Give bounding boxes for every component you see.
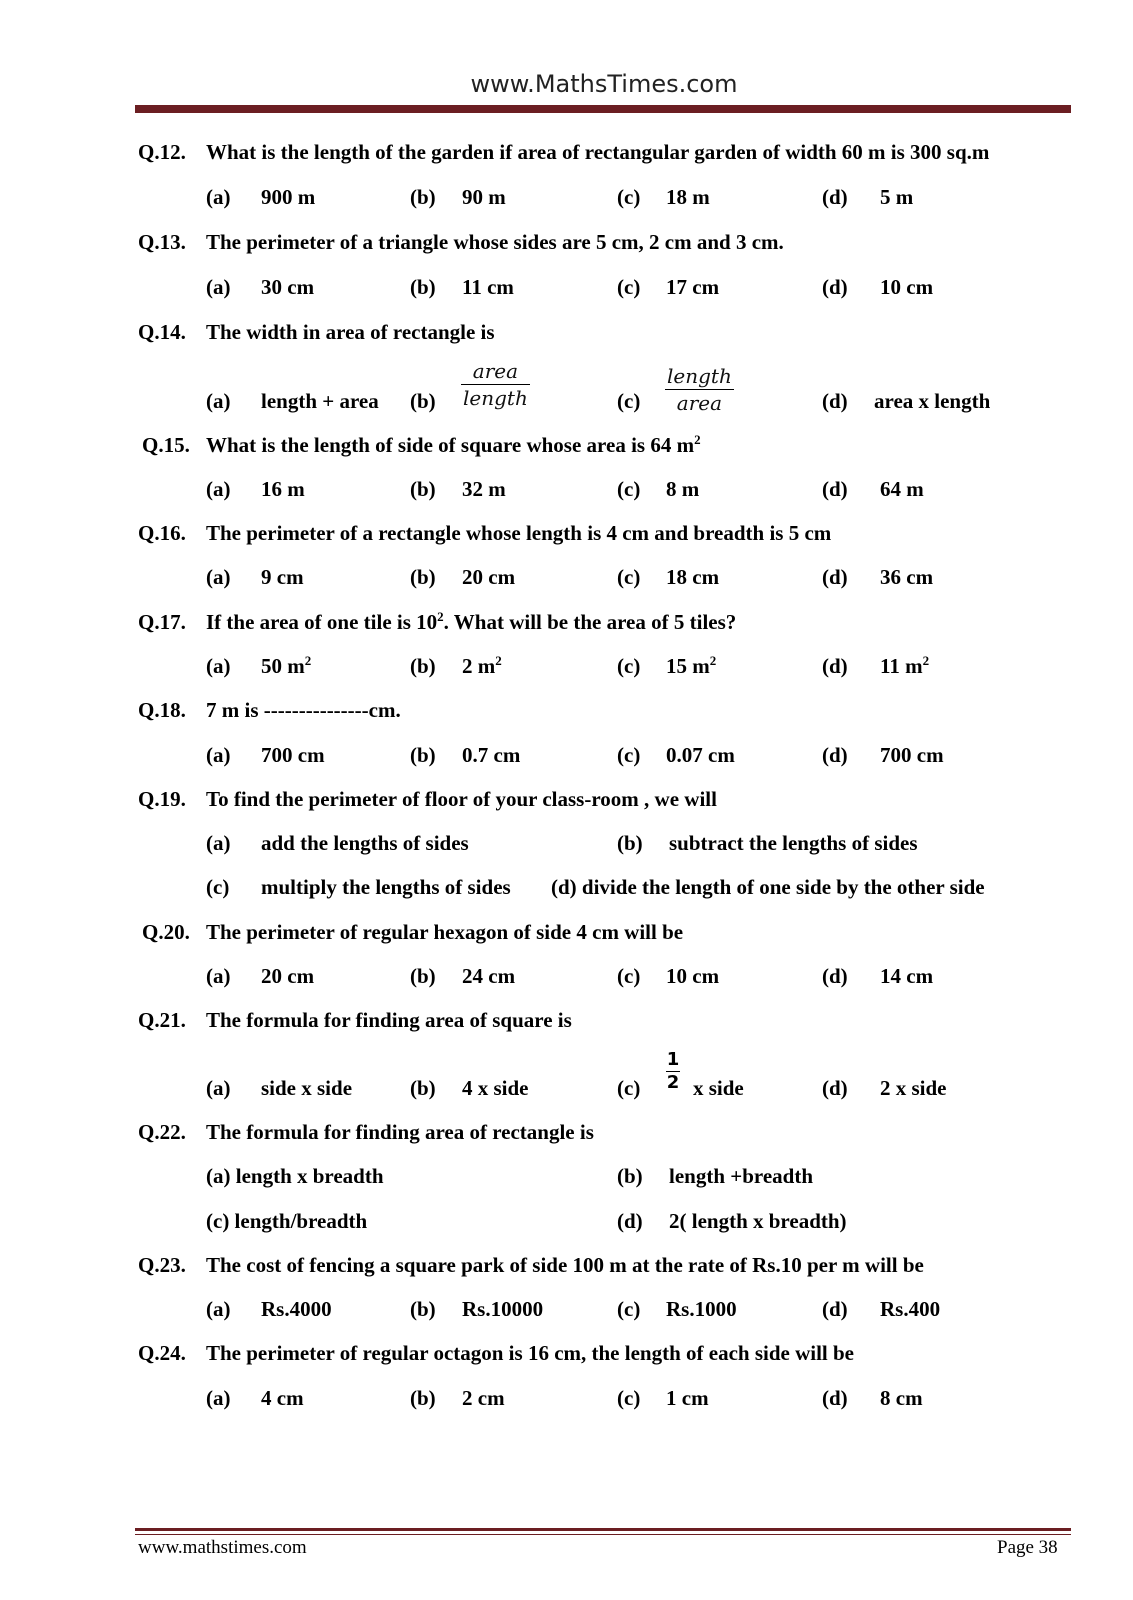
option-text: length +breadth bbox=[669, 1164, 814, 1188]
option-label: (c) bbox=[617, 964, 641, 988]
question-text: The width in area of rectangle is bbox=[206, 320, 495, 344]
fraction-denominator: length bbox=[463, 386, 528, 410]
option-text: 20 cm bbox=[261, 964, 315, 988]
question-text: The perimeter of regular octagon is 16 cm, the length of each side will be bbox=[206, 1341, 854, 1365]
option-label: (a) bbox=[206, 964, 231, 988]
option-text: multiply the lengths of sides bbox=[261, 875, 511, 899]
option-text: 24 cm bbox=[462, 964, 516, 988]
option-label: (d) bbox=[617, 1209, 643, 1233]
option-label: (c) bbox=[617, 275, 641, 299]
question-text: The cost of fencing a square park of side 100 m at the rate of Rs.10 per m will be bbox=[206, 1253, 924, 1277]
option-text: area x length bbox=[874, 389, 991, 413]
option-label: (a) bbox=[206, 389, 231, 413]
option-label: (c) bbox=[617, 1386, 641, 1410]
question-number: Q.14. bbox=[138, 320, 186, 344]
option-text: side x side bbox=[261, 1076, 353, 1100]
option-label: (b) bbox=[617, 831, 643, 855]
option-text: (c) length/breadth bbox=[206, 1209, 368, 1233]
question-number: Q.12. bbox=[138, 140, 186, 164]
option-label: (d) bbox=[822, 565, 848, 589]
option-text: 18 cm bbox=[666, 565, 720, 589]
option-text: 64 m bbox=[880, 477, 924, 501]
option-text: 9 cm bbox=[261, 565, 304, 589]
superscript: 2 bbox=[709, 653, 717, 668]
option-text: 30 cm bbox=[261, 275, 315, 299]
option-label: (d) bbox=[822, 654, 848, 678]
option-label: (d) bbox=[822, 1297, 848, 1321]
option-text bbox=[666, 654, 716, 679]
option-label: (a) bbox=[206, 654, 231, 678]
option-text: 1 cm bbox=[666, 1386, 709, 1410]
option-label: (b) bbox=[410, 1076, 436, 1100]
question-text: The formula for finding area of square is bbox=[206, 1008, 572, 1032]
option-label: (a) bbox=[206, 1297, 231, 1321]
option-value: 2 m bbox=[462, 654, 496, 678]
question-text: The perimeter of regular hexagon of side 4 cm will be bbox=[206, 920, 684, 944]
option-label: (d) bbox=[822, 1076, 848, 1100]
superscript: 2 bbox=[694, 432, 701, 447]
option-label: (b) bbox=[410, 565, 436, 589]
question-number: Q.17. bbox=[138, 610, 186, 634]
option-text: Rs.1000 bbox=[666, 1297, 737, 1321]
option-label: (a) bbox=[206, 831, 231, 855]
option-label: (c) bbox=[617, 654, 641, 678]
option-text bbox=[261, 654, 311, 679]
option-text: 0.7 cm bbox=[462, 743, 521, 767]
footer-rule-thin bbox=[135, 1534, 1071, 1535]
option-text: 36 cm bbox=[880, 565, 934, 589]
option-label: (c) bbox=[617, 185, 641, 209]
option-label: (c) bbox=[206, 875, 230, 899]
fraction-length-over-area bbox=[665, 363, 734, 416]
option-text: x side bbox=[693, 1076, 744, 1100]
option-label: (c) bbox=[617, 565, 641, 589]
option-text: 17 cm bbox=[666, 275, 720, 299]
option-text: 700 cm bbox=[880, 743, 944, 767]
option-value: 15 m bbox=[666, 654, 710, 678]
option-label: (a) bbox=[206, 565, 231, 589]
option-text: (a) length x breadth bbox=[206, 1164, 384, 1188]
question-text: 7 m is ---------------cm. bbox=[206, 698, 401, 722]
option-label: (b) bbox=[410, 743, 436, 767]
question-number: Q.13. bbox=[138, 230, 186, 254]
question-text: What is the length of the garden if area of rectangular garden of width 60 m is 300 sq.m bbox=[206, 140, 990, 164]
fraction-denominator: 2 bbox=[666, 1072, 680, 1093]
option-label: (d) bbox=[822, 275, 848, 299]
page-number: Page 38 bbox=[997, 1537, 1058, 1558]
header-site: www.MathsTimes.com bbox=[470, 70, 738, 98]
option-text: subtract the lengths of sides bbox=[669, 831, 918, 855]
option-label: (b) bbox=[410, 477, 436, 501]
option-text: 8 cm bbox=[880, 1386, 923, 1410]
option-text: 4 cm bbox=[261, 1386, 304, 1410]
option-text: 90 m bbox=[462, 185, 506, 209]
superscript: 2 bbox=[922, 653, 930, 668]
option-text: 700 cm bbox=[261, 743, 325, 767]
question-text-rest: . What will be the area of 5 tiles? bbox=[443, 610, 737, 634]
question-text: The perimeter of a rectangle whose length is 4 cm and breadth is 5 cm bbox=[206, 521, 832, 545]
fraction-one-half bbox=[666, 1049, 680, 1094]
question-number: Q.22. bbox=[138, 1120, 186, 1144]
option-text: 2( length x breadth) bbox=[669, 1209, 847, 1233]
question-number: Q.24. bbox=[138, 1341, 186, 1365]
option-label: (c) bbox=[617, 1076, 641, 1100]
question-number: Q.21. bbox=[138, 1008, 186, 1032]
question-text: The formula for finding area of rectangle is bbox=[206, 1120, 594, 1144]
question-number: Q.18. bbox=[138, 698, 186, 722]
option-text: 10 cm bbox=[880, 275, 934, 299]
option-label: (c) bbox=[617, 389, 641, 413]
option-label: (a) bbox=[206, 743, 231, 767]
option-label: (d) bbox=[822, 743, 848, 767]
option-label: (b) bbox=[410, 654, 436, 678]
option-text: 0.07 cm bbox=[666, 743, 735, 767]
option-text bbox=[462, 654, 502, 679]
option-text: 4 x side bbox=[462, 1076, 529, 1100]
option-label: (a) bbox=[206, 1076, 231, 1100]
option-value: 50 m bbox=[261, 654, 305, 678]
option-value: 11 m bbox=[880, 654, 923, 678]
option-label: (c) bbox=[617, 743, 641, 767]
option-label: (b) bbox=[410, 275, 436, 299]
question-number: Q.15. bbox=[142, 433, 190, 457]
footer-rule bbox=[135, 1528, 1071, 1531]
option-label: (a) bbox=[206, 477, 231, 501]
option-text bbox=[880, 654, 929, 679]
option-label: (a) bbox=[206, 1386, 231, 1410]
question-number: Q.19. bbox=[138, 787, 186, 811]
option-text: Rs.400 bbox=[880, 1297, 941, 1321]
option-label: (b) bbox=[410, 389, 436, 413]
question-text: The perimeter of a triangle whose sides are 5 cm, 2 cm and 3 cm. bbox=[206, 230, 784, 254]
option-text: 16 m bbox=[261, 477, 305, 501]
option-label: (d) bbox=[822, 964, 848, 988]
option-text: 11 cm bbox=[462, 275, 514, 299]
question-text: To find the perimeter of floor of your class-room , we will bbox=[206, 787, 717, 811]
option-text: 14 cm bbox=[880, 964, 934, 988]
option-label: (b) bbox=[410, 1297, 436, 1321]
fraction-denominator: area bbox=[676, 391, 723, 415]
option-label: (b) bbox=[410, 185, 436, 209]
option-label: (d) bbox=[822, 185, 848, 209]
option-text: 2 x side bbox=[880, 1076, 947, 1100]
option-text: 900 m bbox=[261, 185, 316, 209]
option-text: 18 m bbox=[666, 185, 710, 209]
fraction-numerator: length bbox=[667, 364, 732, 388]
question-number: Q.20. bbox=[142, 920, 190, 944]
option-label: (d) bbox=[822, 1386, 848, 1410]
option-text: length + area bbox=[261, 389, 379, 413]
option-text: 8 m bbox=[666, 477, 700, 501]
header-rule bbox=[135, 105, 1071, 113]
option-label: (d) bbox=[822, 389, 848, 413]
option-text: add the lengths of sides bbox=[261, 831, 469, 855]
option-text: 20 cm bbox=[462, 565, 516, 589]
option-label: (b) bbox=[617, 1164, 643, 1188]
option-text: Rs.4000 bbox=[261, 1297, 332, 1321]
option-label: (a) bbox=[206, 185, 231, 209]
fraction-numerator: area bbox=[461, 358, 530, 385]
option-text: 32 m bbox=[462, 477, 506, 501]
option-text: (d) divide the length of one side by the other side bbox=[551, 875, 985, 899]
fraction-area-over-length bbox=[461, 358, 530, 411]
option-label: (a) bbox=[206, 275, 231, 299]
option-label: (c) bbox=[617, 477, 641, 501]
option-text: 10 cm bbox=[666, 964, 720, 988]
question-text-main: If the area of one tile is 10 bbox=[206, 610, 438, 634]
question-number: Q.16. bbox=[138, 521, 186, 545]
fraction-numerator: 1 bbox=[666, 1049, 680, 1070]
question-text-main: What is the length of side of square whose area is 64 m bbox=[206, 433, 695, 457]
option-label: (d) bbox=[822, 477, 848, 501]
superscript: 2 bbox=[304, 653, 312, 668]
question-number: Q.23. bbox=[138, 1253, 186, 1277]
option-text: 2 cm bbox=[462, 1386, 505, 1410]
question-text bbox=[206, 610, 736, 635]
option-label: (b) bbox=[410, 1386, 436, 1410]
option-label: (b) bbox=[410, 964, 436, 988]
option-text: Rs.10000 bbox=[462, 1297, 544, 1321]
option-label: (c) bbox=[617, 1297, 641, 1321]
footer-site: www.mathstimes.com bbox=[138, 1537, 307, 1558]
superscript: 2 bbox=[495, 653, 502, 668]
option-text: 5 m bbox=[880, 185, 914, 209]
question-text bbox=[206, 433, 701, 458]
superscript: 2 bbox=[437, 609, 444, 624]
